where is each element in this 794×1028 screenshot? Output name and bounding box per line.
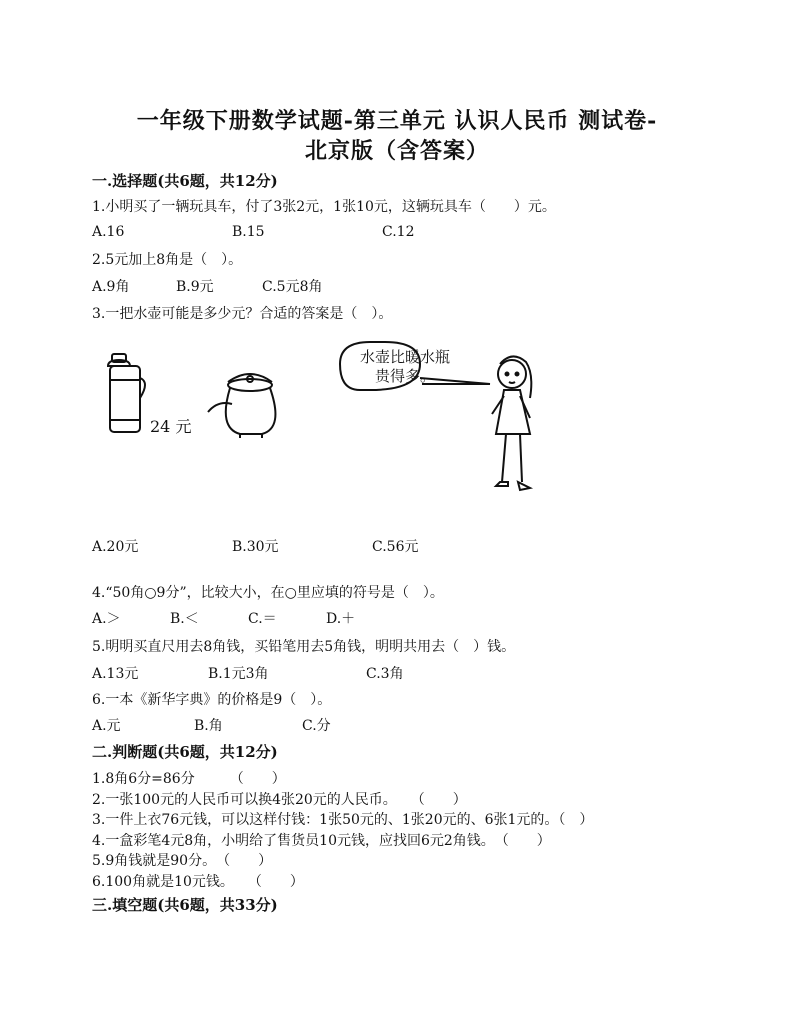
page-title-line1: 一年级下册数学试题-第三单元 认识人民币 测试卷- (136, 108, 658, 134)
section3-heading: 三.填空题(共6题，共33分) (92, 896, 278, 914)
q4-option-b: B.＜ (170, 611, 199, 627)
judgment-item: 2.一张100元的人民币可以换4张20元的人民币。 （ ） (92, 792, 467, 808)
q4-option-c: C.＝ (248, 611, 277, 627)
q5-option-a: A.13元 (92, 666, 139, 682)
judgment-item: 3.一件上衣76元钱，可以这样付钱：1张50元的、1张20元的、6张1元的。（ ） (92, 812, 594, 828)
q2-option-b: B.9元 (176, 279, 214, 295)
q4-option-d: D.＋ (326, 611, 356, 627)
judgment-item: 6.100角就是10元钱。 （ ） (92, 874, 304, 890)
q2-option-c: C.5元8角 (262, 279, 323, 295)
girl-figure-icon (492, 356, 531, 490)
q1-option-c: C.12 (382, 224, 415, 240)
question-4: 4.“50角○9分”，比较大小，在○里应填的符号是（ ）。 (92, 585, 444, 601)
q6-option-a: A.元 (92, 718, 121, 734)
q3-option-b: B.30元 (232, 539, 279, 555)
page-title-line2: 北京版（含答案） (304, 138, 489, 164)
q2-option-a: A.9角 (92, 279, 130, 295)
q6-option-b: B.角 (194, 718, 223, 734)
judgment-item: 4.一盒彩笔4元8角，小明给了售货员10元钱，应找回6元2角钱。 （ ） (92, 833, 551, 849)
thermos-icon (108, 354, 145, 432)
q3-option-c: C.56元 (372, 539, 419, 555)
question-3: 3.一把水壶可能是多少元？合适的答案是（ ）。 (92, 306, 393, 322)
q6-option-c: C.分 (302, 718, 331, 734)
question-5: 5.明明买直尺用去8角钱，买铅笔用去5角钱，明明共用去（ ）钱。 (92, 639, 516, 655)
thermos-price-label: 24 元 (150, 417, 192, 436)
section1-heading: 一.选择题(共6题，共12分) (92, 172, 278, 190)
question-6: 6.一本《新华字典》的价格是9（ ）。 (92, 692, 332, 708)
judgment-item: 5.9角钱就是90分。 （ ） (92, 853, 273, 869)
kettle-icon (208, 374, 275, 438)
q1-option-b: B.15 (232, 224, 265, 240)
judgment-item: 1.8角6分=86分 （ ） (92, 771, 286, 787)
q3-option-a: A.20元 (92, 539, 139, 555)
q5-option-c: C.3角 (366, 666, 404, 682)
q1-option-a: A.16 (92, 224, 125, 240)
q4-option-a: A.＞ (92, 611, 121, 627)
question-1: 1.小明买了一辆玩具车，付了3张2元，1张10元，这辆玩具车（ ）元。 (92, 199, 556, 215)
speech-bubble-text: 水壶比暖水瓶 贵得多。 (359, 348, 450, 385)
section2-heading: 二.判断题(共6题，共12分) (92, 743, 278, 761)
question-2: 2.5元加上8角是（ ）。 (92, 252, 243, 268)
q5-option-b: B.1元3角 (208, 666, 269, 682)
